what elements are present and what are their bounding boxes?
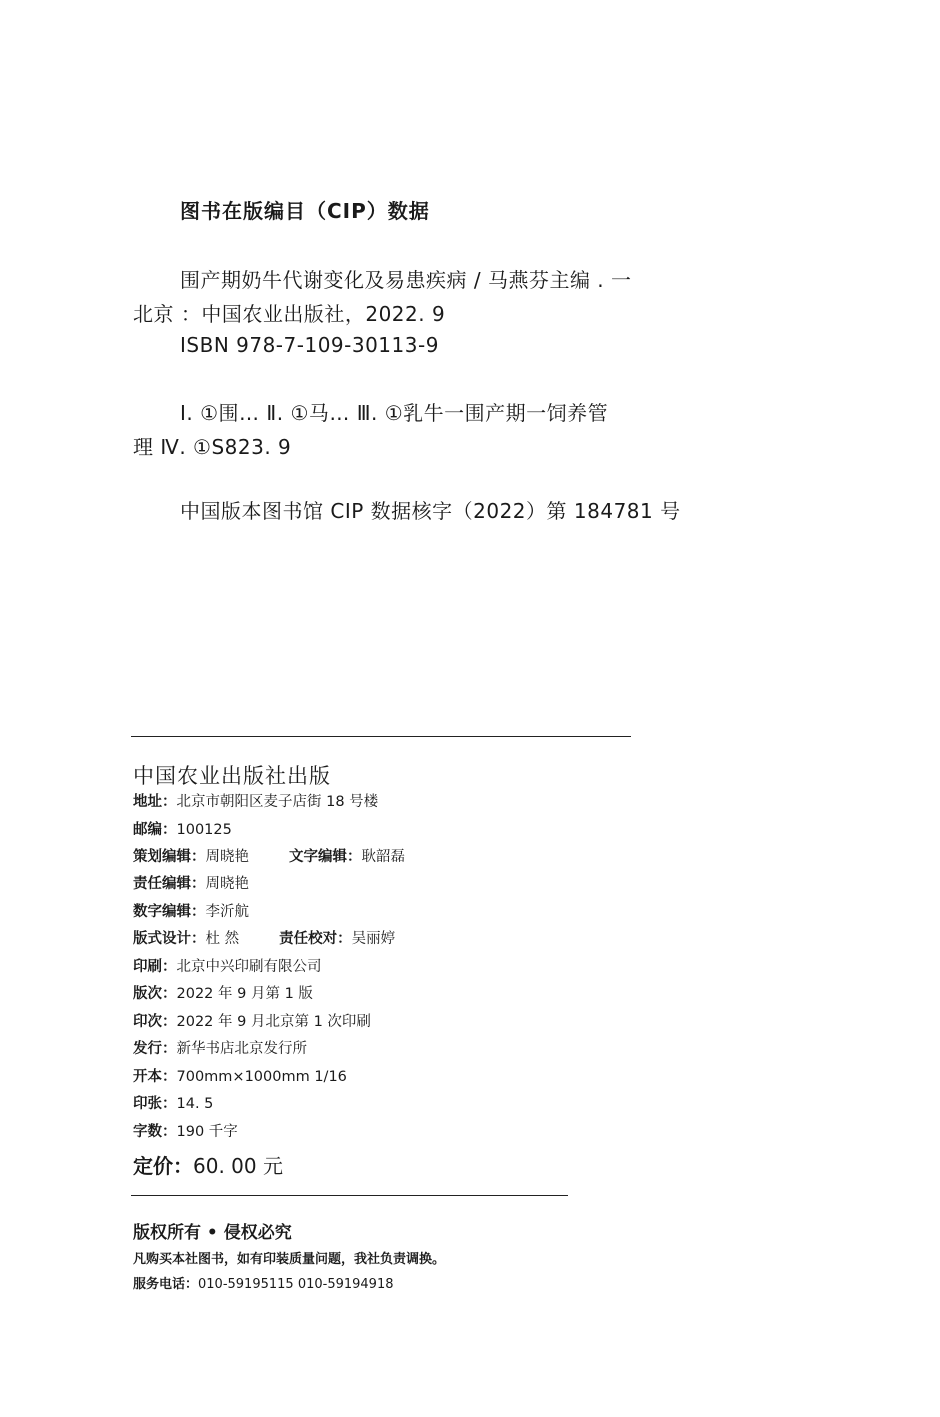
cip-subject-line-1: Ⅰ. ①围… Ⅱ. ①马… Ⅲ. ①乳牛一围产期一饲养管 bbox=[180, 401, 609, 425]
imprint-label: 责任编辑： bbox=[133, 876, 206, 892]
imprint-label: 版式设计： bbox=[133, 931, 206, 947]
price bbox=[133, 1150, 283, 1179]
imprint-value: 周晓艳 bbox=[205, 876, 249, 892]
imprint-label: 文字编辑： bbox=[289, 849, 362, 865]
price-value: 60. 00 元 bbox=[193, 1154, 283, 1178]
cip-isbn: ISBN 978-7-109-30113-9 bbox=[180, 333, 439, 357]
imprint-row bbox=[133, 1094, 213, 1114]
copyright-notice: 版权所有 • 侵权必究 bbox=[133, 1223, 292, 1243]
imprint-row bbox=[133, 902, 249, 922]
imprint-row bbox=[133, 984, 313, 1004]
imprint-label: 策划编辑： bbox=[133, 849, 206, 865]
imprint-value: 2022 年 9 月北京第 1 次印刷 bbox=[176, 1014, 371, 1030]
imprint-value: 北京中兴印刷有限公司 bbox=[176, 959, 322, 975]
imprint-value: 吴丽婷 bbox=[351, 931, 396, 947]
imprint-value: 700mm×1000mm 1/16 bbox=[176, 1069, 347, 1085]
cip-check-number: 中国版本图书馆 CIP 数据核字（2022）第 184781 号 bbox=[180, 499, 681, 523]
imprint-row bbox=[133, 874, 249, 894]
imprint-label: 责任校对： bbox=[279, 931, 352, 947]
imprint-top-rule bbox=[131, 736, 631, 737]
cip-publisher-line: 北京 ：中国农业出版社，2022. 9 bbox=[133, 302, 446, 326]
imprint-row bbox=[133, 929, 395, 949]
imprint-value: 新华书店北京发行所 bbox=[176, 1041, 307, 1057]
imprint-label: 地址： bbox=[133, 794, 177, 810]
imprint-value: 14. 5 bbox=[176, 1096, 214, 1112]
imprint-label: 数字编辑： bbox=[133, 904, 206, 920]
imprint-row bbox=[133, 792, 378, 812]
imprint-value: 北京市朝阳区麦子店街 18 号楼 bbox=[176, 794, 379, 810]
imprint-row bbox=[133, 957, 322, 977]
imprint-value: 2022 年 9 月第 1 版 bbox=[176, 986, 313, 1002]
imprint-value: 周晓艳 bbox=[205, 849, 249, 865]
imprint-value: 100125 bbox=[176, 822, 232, 838]
imprint-row bbox=[133, 1067, 347, 1087]
imprint-row bbox=[133, 1039, 307, 1059]
imprint-label: 版次： bbox=[133, 986, 177, 1002]
service-value: 010-59195115 010-59194918 bbox=[198, 1277, 394, 1292]
cip-subject-line-2: 理 Ⅳ. ①S823. 9 bbox=[133, 435, 292, 459]
cip-title-line: 围产期奶牛代谢变化及易患疾病 / 马燕芬主编 . 一 bbox=[180, 268, 632, 292]
imprint-label: 印刷： bbox=[133, 959, 177, 975]
price-label: 定价： bbox=[133, 1154, 193, 1178]
imprint-value: 190 千字 bbox=[176, 1124, 238, 1140]
imprint-label: 印张： bbox=[133, 1096, 177, 1112]
imprint-value: 杜 然 bbox=[205, 931, 240, 947]
imprint-publisher: 中国农业出版社出版 bbox=[133, 764, 331, 788]
imprint-label: 字数： bbox=[133, 1124, 177, 1140]
imprint-label: 发行： bbox=[133, 1041, 177, 1057]
imprint-row bbox=[133, 847, 405, 867]
imprint-row bbox=[133, 820, 232, 840]
exchange-notice: 凡购买本社图书，如有印装质量问题，我社负责调换。 bbox=[133, 1252, 446, 1267]
imprint-label: 开本： bbox=[133, 1069, 177, 1085]
imprint-row bbox=[133, 1012, 371, 1032]
imprint-label: 印次： bbox=[133, 1014, 177, 1030]
imprint-bottom-rule bbox=[131, 1195, 568, 1196]
service-phone bbox=[133, 1273, 394, 1292]
cip-heading: 图书在版编目（CIP）数据 bbox=[180, 199, 430, 223]
imprint-value: 耿韶磊 bbox=[361, 849, 405, 865]
service-label: 服务电话： bbox=[133, 1277, 199, 1292]
imprint-label: 邮编： bbox=[133, 822, 177, 838]
imprint-row bbox=[133, 1122, 238, 1142]
imprint-value: 李沂航 bbox=[205, 904, 249, 920]
